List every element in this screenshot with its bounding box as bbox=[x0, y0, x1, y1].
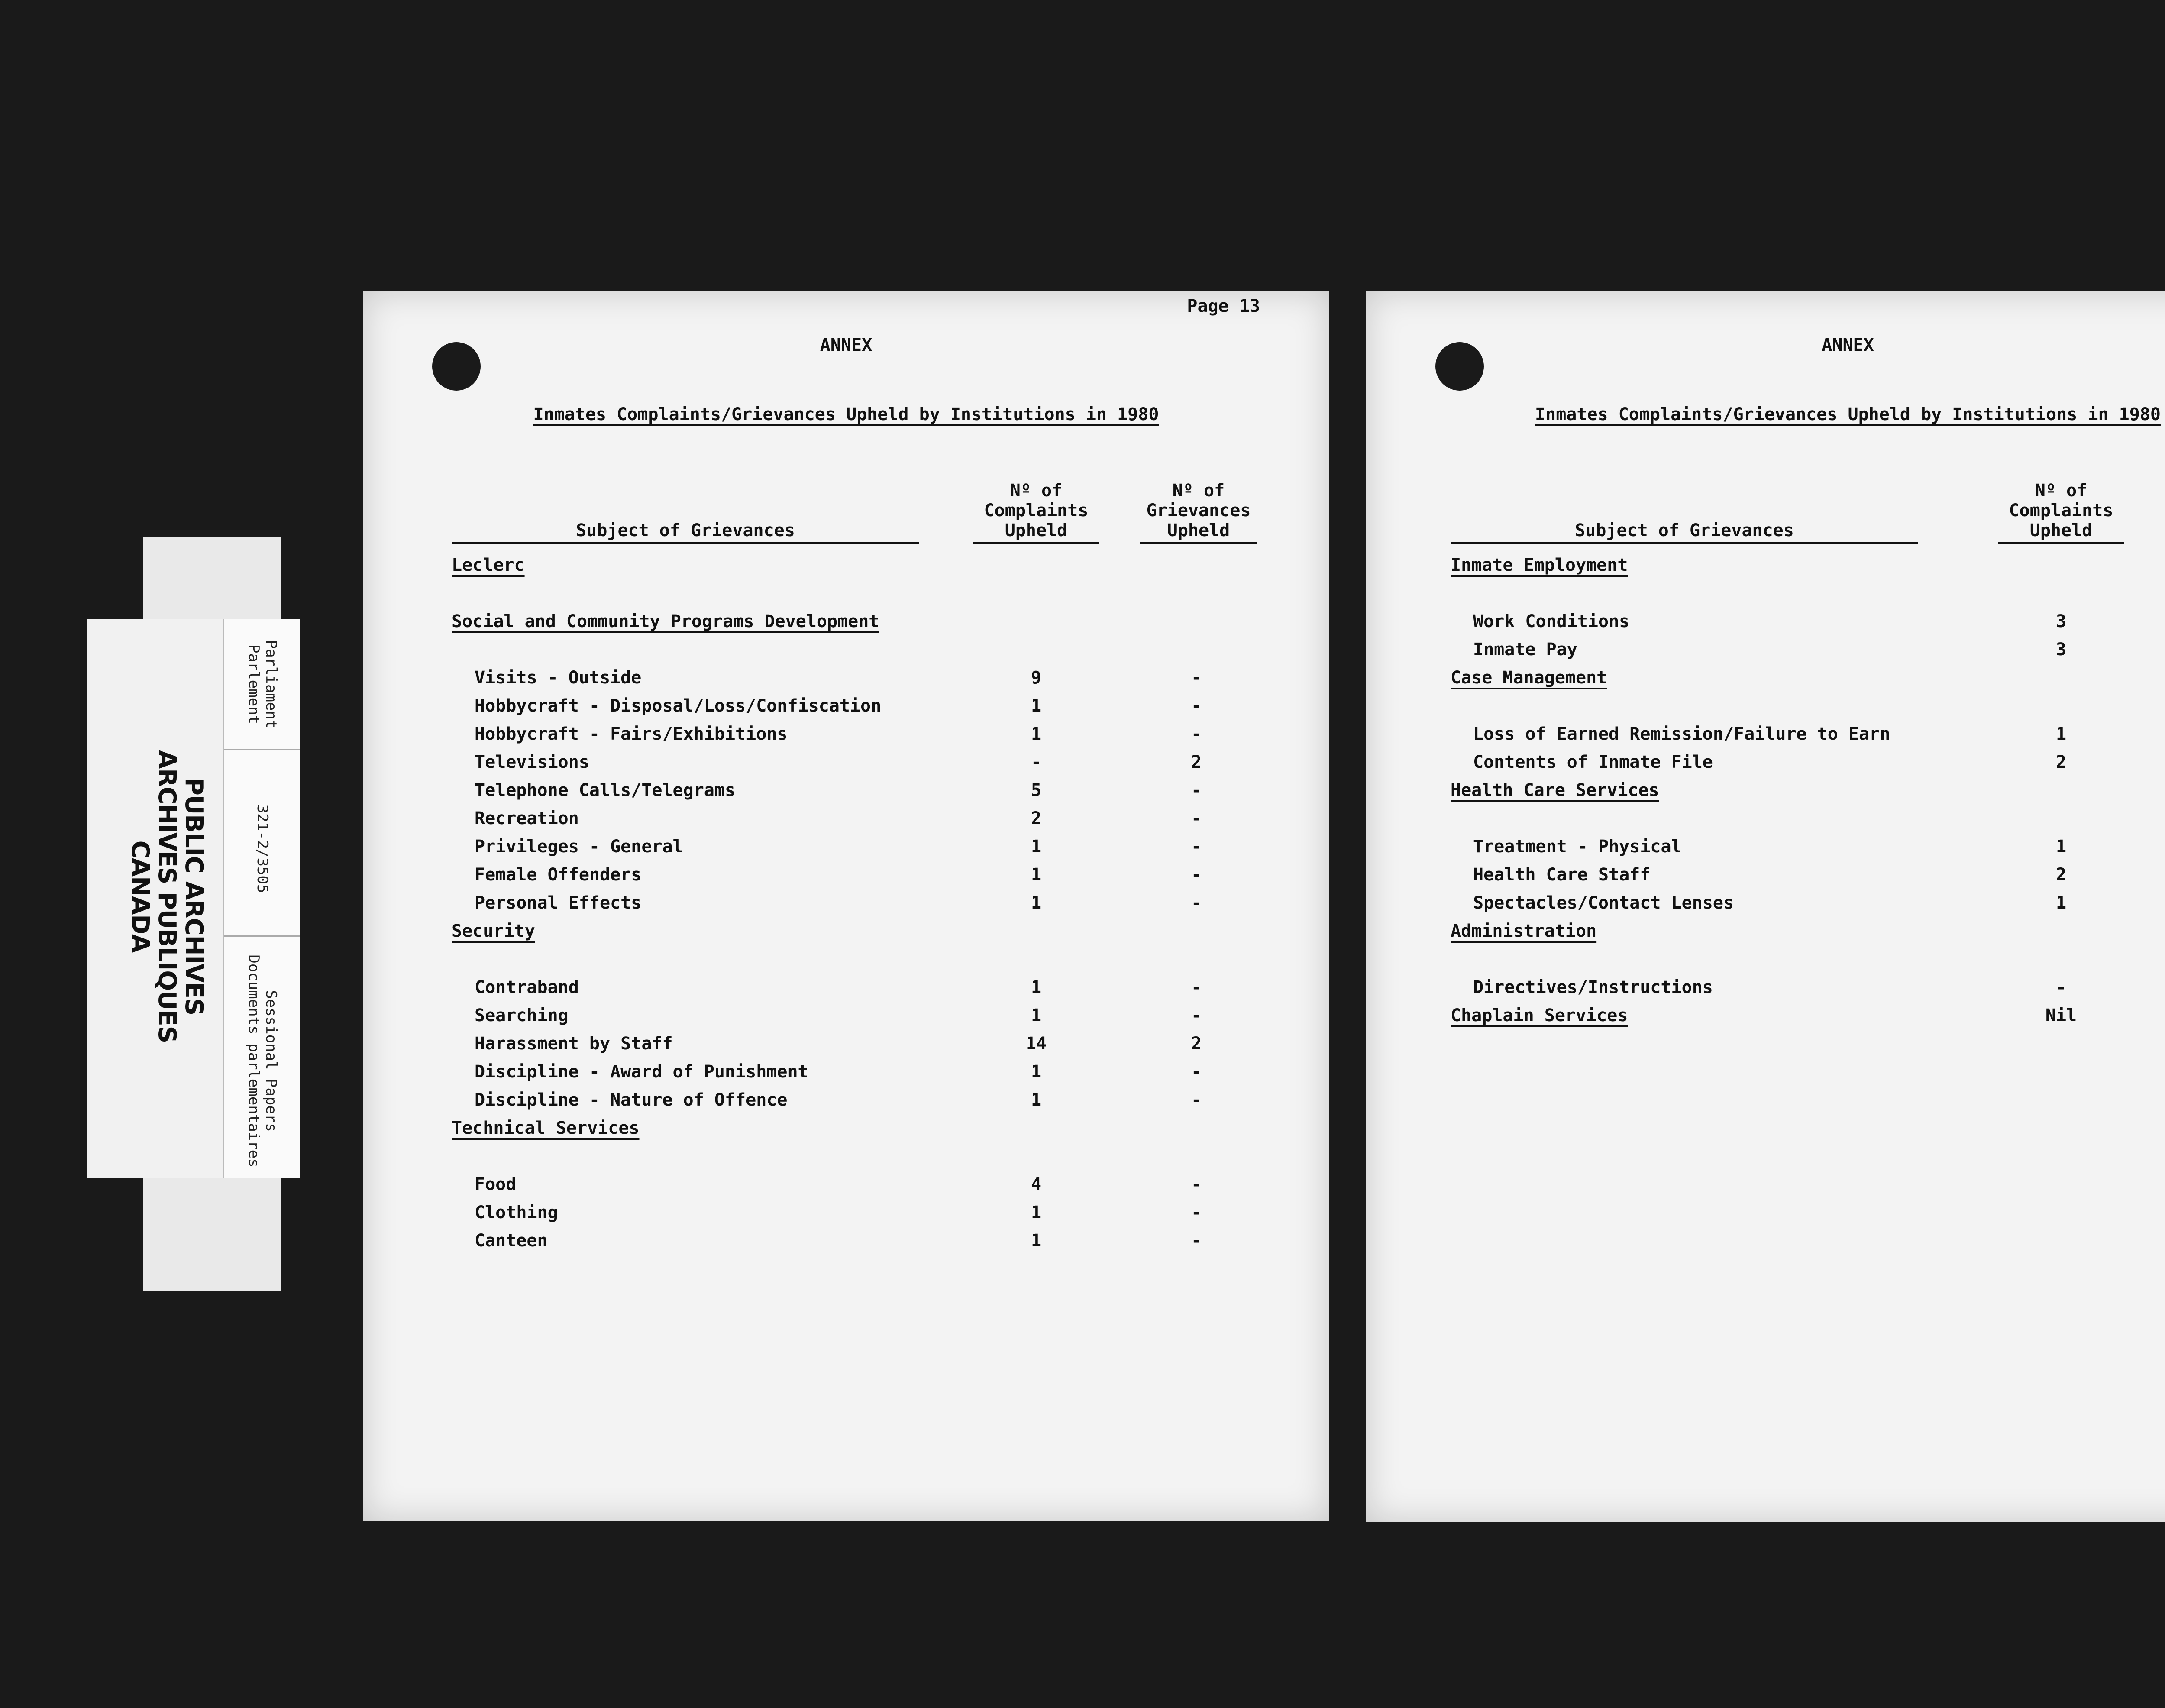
table-section-row bbox=[1366, 555, 2165, 583]
table-row bbox=[363, 724, 1329, 752]
table-row bbox=[363, 696, 1329, 724]
grievances-upheld-value: - bbox=[1191, 1231, 1202, 1251]
complaints-upheld-value: 2 bbox=[2055, 752, 2067, 772]
grievance-subject: Directives/Instructions bbox=[1473, 977, 1713, 997]
reference-number: 321-2/3505 bbox=[253, 804, 271, 893]
header-line: Nº of bbox=[1172, 481, 1225, 501]
document-page-13 bbox=[363, 291, 1329, 1521]
complaints-upheld-value: 1 bbox=[2055, 837, 2067, 857]
complaints-upheld-value: 1 bbox=[2055, 893, 2067, 913]
section-heading: Security bbox=[452, 921, 535, 941]
grievances-upheld-value: - bbox=[1191, 865, 1202, 885]
subject-column-header: Subject of Grievances bbox=[452, 521, 919, 544]
archive-institution bbox=[113, 736, 221, 1057]
grievances-upheld-value: - bbox=[1191, 780, 1202, 800]
complaints-upheld-value: 9 bbox=[1031, 668, 1042, 688]
grievances-upheld-value: - bbox=[1191, 837, 1202, 857]
archive-country: CANADA bbox=[126, 840, 154, 953]
complaints-upheld-value: 3 bbox=[2055, 640, 2067, 660]
table-section-row bbox=[1366, 921, 2165, 949]
table-section-row bbox=[1366, 1006, 2165, 1033]
table-section-row bbox=[1366, 668, 2165, 695]
archive-institution-fr: ARCHIVES PUBLIQUES bbox=[153, 750, 181, 1043]
table-row bbox=[363, 780, 1329, 808]
section-heading: Case Management bbox=[1451, 668, 1607, 688]
grievance-subject: Visits - Outside bbox=[475, 668, 642, 688]
table-section-row bbox=[1366, 780, 2165, 808]
table-row bbox=[1366, 865, 2165, 893]
grievances-upheld-value: - bbox=[1191, 668, 1202, 688]
grievances-upheld-value: - bbox=[1191, 893, 1202, 913]
complaints-upheld-value: 3 bbox=[2055, 611, 2067, 631]
grievances-column-header bbox=[1140, 481, 1257, 544]
series-fr: Documents parlementaires bbox=[245, 954, 262, 1168]
complaints-upheld-value: Nil bbox=[2045, 1006, 2077, 1025]
grievance-subject: Searching bbox=[475, 1006, 569, 1025]
grievance-subject: Health Care Staff bbox=[1473, 865, 1651, 885]
complaints-upheld-value: 1 bbox=[1031, 1231, 1042, 1251]
table-section-row bbox=[363, 921, 1329, 949]
table-section-row bbox=[363, 555, 1329, 583]
grievances-upheld-value: - bbox=[1191, 696, 1202, 716]
header-line: Complaints bbox=[984, 501, 1089, 521]
table-row bbox=[363, 1174, 1329, 1202]
table-row bbox=[1366, 977, 2165, 1005]
grievance-subject: Contents of Inmate File bbox=[1473, 752, 1713, 772]
grievance-subject: Televisions bbox=[475, 752, 589, 772]
section-heading: Social and Community Programs Development bbox=[452, 611, 879, 631]
table-row bbox=[363, 1034, 1329, 1061]
document-title: Inmates Complaints/Grievances Upheld by Institutions in 1980 bbox=[533, 404, 1159, 424]
complaints-upheld-value: 1 bbox=[1031, 724, 1042, 744]
complaints-upheld-value: 1 bbox=[1031, 1006, 1042, 1025]
grievance-subject: Female Offenders bbox=[475, 865, 642, 885]
grievance-subject: Recreation bbox=[475, 809, 579, 828]
table-row bbox=[363, 1090, 1329, 1118]
grievance-subject: Canteen bbox=[475, 1231, 548, 1251]
section-heading: Leclerc bbox=[452, 555, 525, 575]
table-row bbox=[363, 752, 1329, 780]
complaints-column-header bbox=[973, 481, 1099, 544]
archive-institution-en: PUBLIC ARCHIVES bbox=[180, 777, 208, 1016]
header-line: Upheld bbox=[1005, 521, 1068, 540]
grievance-subject: Loss of Earned Remission/Failure to Earn bbox=[1473, 724, 1890, 744]
annex-heading: ANNEX bbox=[820, 335, 872, 355]
grievance-subject: Inmate Pay bbox=[1473, 640, 1577, 660]
section-heading: Inmate Employment bbox=[1451, 555, 1628, 575]
complaints-upheld-value: 1 bbox=[1031, 865, 1042, 885]
table-row bbox=[363, 668, 1329, 695]
annex-heading: ANNEX bbox=[1822, 335, 1874, 355]
table-row bbox=[1366, 893, 2165, 921]
table-row bbox=[1366, 640, 2165, 667]
complaints-upheld-value: 1 bbox=[1031, 1062, 1042, 1082]
table-section-row bbox=[363, 1118, 1329, 1146]
fonds-en: Parliament bbox=[262, 640, 280, 729]
complaints-upheld-value: 5 bbox=[1031, 780, 1042, 800]
grievance-subject: Contraband bbox=[475, 977, 579, 997]
grievance-subject: Harassment by Staff bbox=[475, 1034, 673, 1054]
subject-column-header: Subject of Grievances bbox=[1451, 521, 1918, 544]
header-line: Upheld bbox=[1167, 521, 1230, 540]
grievances-upheld-value: - bbox=[1191, 1006, 1202, 1025]
table-row bbox=[1366, 724, 2165, 752]
document-title: Inmates Complaints/Grievances Upheld by Institutions in 1980 bbox=[1535, 404, 2161, 424]
grievances-upheld-value: - bbox=[1191, 1090, 1202, 1110]
grievance-subject: Telephone Calls/Telegrams bbox=[475, 780, 736, 800]
table-row bbox=[1366, 611, 2165, 639]
grievances-upheld-value: - bbox=[1191, 977, 1202, 997]
fonds-box bbox=[224, 619, 300, 750]
document-page-14 bbox=[1366, 291, 2165, 1522]
complaints-upheld-value: 4 bbox=[1031, 1174, 1042, 1194]
complaints-upheld-value: - bbox=[2055, 977, 2067, 997]
table-row bbox=[363, 1062, 1329, 1090]
grievances-upheld-value: 2 bbox=[1191, 1034, 1202, 1054]
grievance-subject: Treatment - Physical bbox=[1473, 837, 1682, 857]
section-heading: Chaplain Services bbox=[1451, 1006, 1628, 1025]
table-row bbox=[1366, 752, 2165, 780]
grievance-subject: Spectacles/Contact Lenses bbox=[1473, 893, 1734, 913]
table-row bbox=[363, 1231, 1329, 1258]
series-en: Sessional Papers bbox=[262, 990, 280, 1132]
grievance-subject: Personal Effects bbox=[475, 893, 642, 913]
grievance-subject: Clothing bbox=[475, 1203, 558, 1223]
header-line: Nº of bbox=[1010, 481, 1063, 501]
table-row bbox=[363, 837, 1329, 864]
complaints-upheld-value: 1 bbox=[1031, 696, 1042, 716]
grievance-subject: Privileges - General bbox=[475, 837, 683, 857]
section-heading: Health Care Services bbox=[1451, 780, 1659, 800]
table-row bbox=[363, 893, 1329, 921]
grievance-subject: Discipline - Nature of Offence bbox=[475, 1090, 788, 1110]
complaints-upheld-value: 2 bbox=[1031, 809, 1042, 828]
complaints-upheld-value: 1 bbox=[1031, 893, 1042, 913]
section-heading: Technical Services bbox=[452, 1118, 640, 1138]
grievances-upheld-value: - bbox=[1191, 724, 1202, 744]
page-number: Page 13 bbox=[1187, 296, 1260, 316]
grievance-subject: Hobbycraft - Fairs/Exhibitions bbox=[475, 724, 788, 744]
complaints-upheld-value: 14 bbox=[1025, 1034, 1047, 1054]
grievance-subject: Food bbox=[475, 1174, 517, 1194]
grievances-upheld-value: - bbox=[1191, 809, 1202, 828]
header-line: Complaints bbox=[2009, 501, 2113, 521]
header-line: Upheld bbox=[2029, 521, 2093, 540]
grievance-subject: Hobbycraft - Disposal/Loss/Confiscation bbox=[475, 696, 882, 716]
complaints-upheld-value: - bbox=[1031, 752, 1042, 772]
complaints-upheld-value: 1 bbox=[2055, 724, 2067, 744]
section-heading: Administration bbox=[1451, 921, 1597, 941]
complaints-upheld-value: 1 bbox=[1031, 1203, 1042, 1223]
complaints-upheld-value: 1 bbox=[1031, 977, 1042, 997]
grievance-subject: Work Conditions bbox=[1473, 611, 1630, 631]
grievances-upheld-value: - bbox=[1191, 1174, 1202, 1194]
grievances-upheld-value: - bbox=[1191, 1062, 1202, 1082]
header-line: Nº of bbox=[2035, 481, 2087, 501]
table-row bbox=[363, 1203, 1329, 1230]
grievance-subject: Discipline - Award of Punishment bbox=[475, 1062, 808, 1082]
table-row bbox=[363, 865, 1329, 893]
table-row bbox=[363, 977, 1329, 1005]
grievances-upheld-value: 2 bbox=[1191, 752, 1202, 772]
archive-label-fields bbox=[223, 619, 300, 1178]
header-line: Grievances bbox=[1146, 501, 1251, 521]
reference-box bbox=[224, 762, 300, 937]
table-row bbox=[363, 1006, 1329, 1033]
complaints-upheld-value: 1 bbox=[1031, 837, 1042, 857]
grievances-upheld-value: - bbox=[1191, 1203, 1202, 1223]
complaints-column-header bbox=[1998, 481, 2124, 544]
series-box bbox=[224, 944, 300, 1178]
fonds-fr: Parlement bbox=[245, 644, 262, 725]
table-section-row bbox=[363, 611, 1329, 639]
complaints-upheld-value: 1 bbox=[1031, 1090, 1042, 1110]
table-row bbox=[363, 809, 1329, 836]
complaints-upheld-value: 2 bbox=[2055, 865, 2067, 885]
table-row bbox=[1366, 837, 2165, 864]
